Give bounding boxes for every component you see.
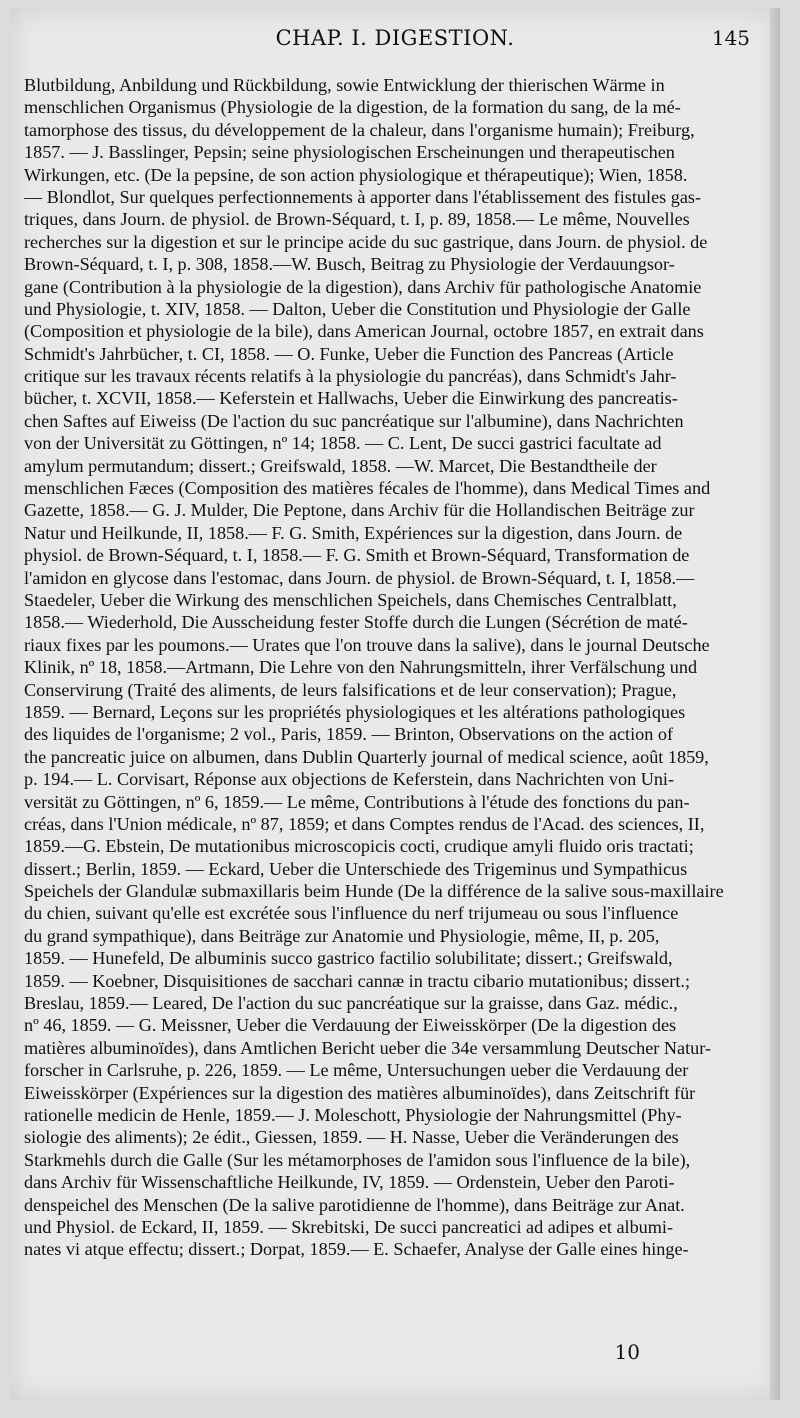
text-line: nº 46, 1859. — G. Meissner, Ueber die Verdauung der Eiweisskörper (De la digestion des [24, 1015, 677, 1036]
text-line: the pancreatic juice on albumen, dans Dublin Quarterly journal of medical science, août 1859, [24, 746, 709, 767]
text-line: von der Universität zu Göttingen, nº 14; 1858. — C. Lent, De succi gastrici facultate ad [24, 433, 662, 454]
text-line: des liquides de l'organisme; 2 vol., Paris, 1859. — Brinton, Observations on the action of [24, 724, 674, 745]
text-line: critique sur les travaux récents relatifs à la physiologie du pancréas), dans Schmidt's Jahr- [24, 366, 677, 387]
text-line: gane (Contribution à la physiologie de la digestion), dans Archiv für pathologische Anatomie [24, 276, 702, 297]
text-line: 1857. — J. Basslinger, Pepsin; seine physiologischen Erscheinungen und therapeutischen [24, 142, 675, 163]
text-line: l'amidon en glycose dans l'estomac, dans Journ. de physiol. de Brown-Séquard, t. I, 1858.— [24, 567, 695, 588]
text-line: (Composition et physiologie de la bile), dans American Journal, octobre 1857, en extrait dans [24, 321, 704, 342]
text-line: Gazette, 1858.— G. J. Mulder, Die Peptone, dans Archiv für die Hollandischen Beiträge zur [24, 500, 695, 521]
text-line: Eiweisskörper (Expériences sur la digestion des matières albuminoïdes), dans Zeitschrift für [24, 1082, 696, 1103]
text-line: bücher, t. XCVII, 1858.— Keferstein et Hallwachs, Ueber die Einwirkung des pancreatis- [24, 388, 678, 409]
text-line: Starkmehls durch die Galle (Sur les métamorphoses de l'amidon sous l'influence de la bile), [24, 1149, 691, 1170]
text-line: du chien, suivant qu'elle est excrétée sous l'influence du nerf trijumeau ou sous l'influence [24, 903, 679, 924]
text-line: p. 194.— L. Corvisart, Réponse aux objections de Keferstein, dans Nachrichten von Uni- [24, 769, 675, 790]
text-line: Blutbildung, Anbildung und Rückbildung, sowie Entwicklung der thierischen Wärme in [24, 75, 665, 95]
text-line: riaux fixes par les poumons.— Urates que l'on trouve dans la salive), dans le journal Deutsche [24, 634, 710, 655]
text-line: rationelle medicin de Henle, 1859.— J. Moleschott, Physiologie der Nahrungsmittel (Phy- [24, 1104, 682, 1125]
text-line: créas, dans l'Union médicale, nº 87, 1859; et dans Comptes rendus de l'Acad. des sciences, II, [24, 813, 705, 834]
book-page [10, 8, 780, 1400]
text-line: Natur und Heilkunde, II, 1858.— F. G. Smith, Expériences sur la digestion, dans Journ. de [24, 522, 683, 543]
text-line: dissert.; Berlin, 1859. — Eckard, Ueber die Unterschiede des Trigeminus und Sympathicus [24, 858, 688, 879]
page-edge [770, 8, 780, 1400]
text-line: amylum permutandum; dissert.; Greifswald, 1858. —W. Marcet, Die Bestandtheile der [24, 455, 657, 476]
text-line: forscher in Carlsruhe, p. 226, 1859. — Le même, Untersuchungen ueber die Verdauung der [24, 1060, 689, 1081]
text-line: 1858.— Wiederhold, Die Ausscheidung fester Stoffe durch die Lungen (Sécrétion de maté- [24, 612, 688, 633]
text-line: physiol. de Brown-Séquard, t. I, 1858.— F. G. Smith et Brown-Séquard, Transformation de [24, 545, 690, 566]
text-line: du grand sympathique), dans Beiträge zur Anatomie und Physiologie, même, II, p. 205, [24, 925, 660, 946]
text-line: nates vi atque effectu; dissert.; Dorpat, 1859.— E. Schaefer, Analyse der Galle eines hinge- [24, 1239, 689, 1260]
text-line: tamorphose des tissus, du développement de la chaleur, dans l'organisme humain); Freiburg, [24, 119, 695, 140]
text-line: recherches sur la digestion et sur le principe acide du suc gastrique, dans Journ. de physiol. de [24, 231, 708, 252]
text-line: versität zu Göttingen, nº 6, 1859.— Le même, Contributions à l'étude des fonctions du pan- [24, 791, 690, 812]
text-line: — Blondlot, Sur quelques perfectionnements à apporter dans l'établissement des fistules gas- [24, 186, 702, 207]
text-line: matières albuminoïdes), dans Amtlichen Bericht ueber die 34e versammlung Deutscher Natur- [24, 1037, 712, 1058]
text-line: menschlichen Organismus (Physiologie de la digestion, de la formation du sang, de la mé- [24, 97, 681, 118]
text-line: Wirkungen, etc. (De la pepsine, de son action physiologique et thérapeutique); Wien, 1858. [24, 164, 688, 185]
text-line: 1859. — Koebner, Disquisitiones de sacchari cannæ in tractu cibario mutationibus; dissert.; [24, 970, 691, 991]
text-line: denspeichel des Menschen (De la salive parotidienne de l'homme), dans Beiträge zur Anat. [24, 1194, 685, 1215]
text-line: siologie des aliments); 2e édit., Giessen, 1859. — H. Nasse, Ueber die Veränderungen des [24, 1127, 679, 1148]
text-line: 1859. — Hunefeld, De albuminis succo gastrico factilio solubilitate; dissert.; Greifswald, [24, 948, 673, 969]
text-line: Brown-Séquard, t. I, p. 308, 1858.—W. Busch, Beitrag zu Physiologie der Verdauungsor- [24, 254, 675, 275]
text-line: 1859. — Bernard, Leçons sur les propriétés physiologiques et les altérations pathologiques [24, 701, 686, 722]
text-line: menschlichen Fæces (Composition des matières fécales de l'homme), dans Medical Times and [24, 478, 711, 499]
text-line: dans Archiv für Wissenschaftliche Heilkunde, IV, 1859. — Ordenstein, Ueber den Paroti- [24, 1172, 675, 1193]
text-line: und Physiologie, t. XIV, 1858. — Dalton, Ueber die Constitution und Physiologie der Galle [24, 298, 691, 319]
text-line: triques, dans Journ. de physiol. de Brown-Séquard, t. I, p. 89, 1858.— Le même, Nouvelles [24, 209, 690, 230]
text-line: chen Saftes auf Eiweiss (De l'action du suc pancréatique sur l'albumine), dans Nachrichten [24, 410, 684, 431]
text-line: und Physiol. de Eckard, II, 1859. — Skrebitski, De succi pancreatici ad adipes et albumi- [24, 1216, 674, 1237]
text-line: Staedeler, Ueber die Wirkung des menschlichen Speichels, dans Chemisches Centralblatt, [24, 589, 677, 610]
text-line: Breslau, 1859.— Leared, De l'action du suc pancréatique sur la graisse, dans Gaz. médic., [24, 993, 678, 1014]
text-line: Klinik, nº 18, 1858.—Artmann, Die Lehre von den Nahrungsmitteln, ihrer Verfälschung und [24, 657, 698, 678]
text-line: Speichels der Glandulæ submaxillaris beim Hunde (De la différence de la salive sous-maxillaire [24, 881, 724, 902]
text-line: Conservirung (Traité des aliments, de leurs falsifications et de leur conservation); Prague, [24, 679, 677, 700]
page-header [10, 26, 780, 66]
text-line: Schmidt's Jahrbücher, t. CI, 1858. — O. Funke, Ueber die Function des Pancreas (Article [24, 343, 674, 364]
bibliography-text [24, 74, 764, 1261]
page-number: 145 [711, 26, 750, 50]
text-line: 1859.—G. Ebstein, De mutationibus microscopicis cocti, crudique amyli fluido oris tractati; [24, 836, 694, 857]
running-title: CHAP. I. DIGESTION. [275, 26, 515, 50]
signature-mark: 10 [614, 1340, 640, 1364]
